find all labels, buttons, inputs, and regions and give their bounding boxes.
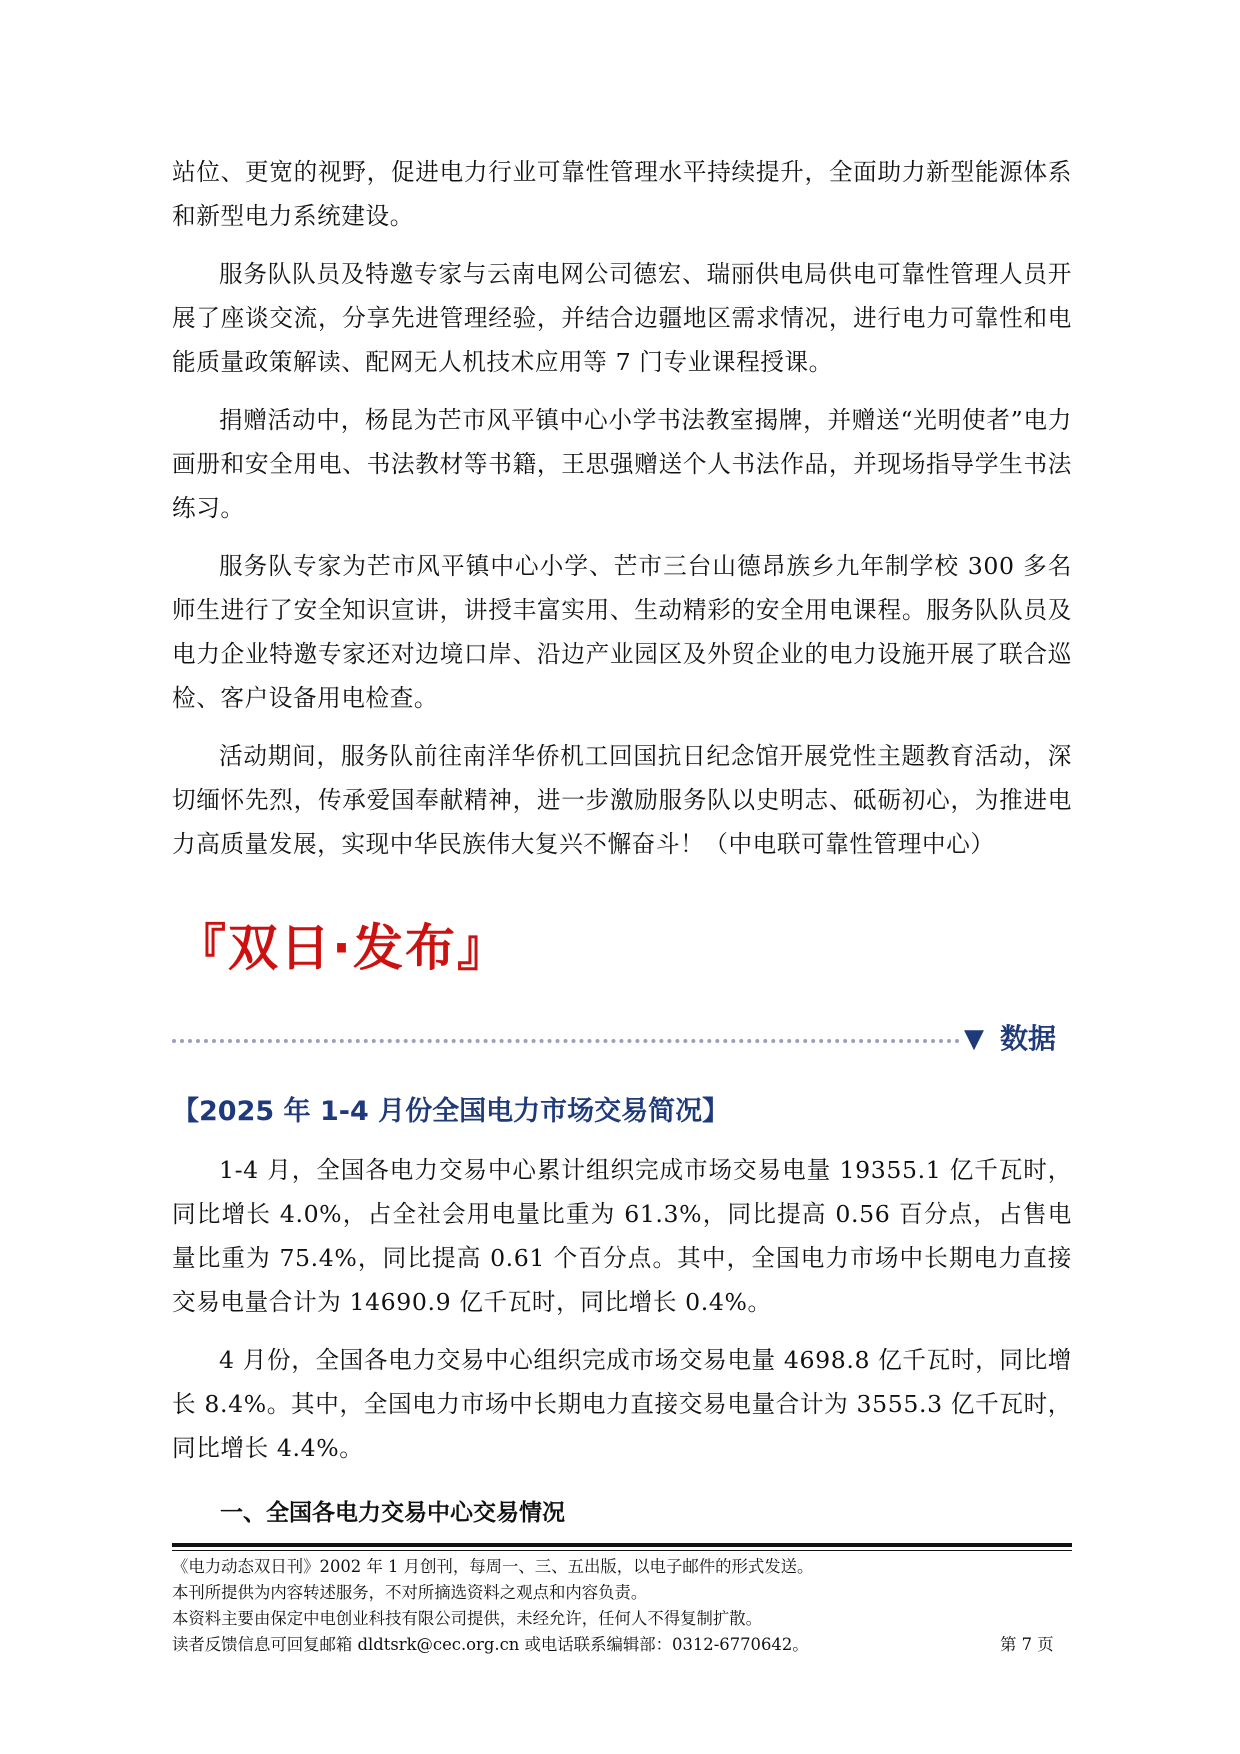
category-divider	[172, 1016, 1072, 1064]
category-label: 数据	[1000, 1022, 1057, 1055]
footer-line: 本资料主要由保定中电创业科技有限公司提供，未经允许，任何人不得复制扩散。	[172, 1609, 763, 1628]
article-continuation	[172, 150, 1072, 880]
footer-rule	[172, 1543, 1072, 1547]
paragraph: 1-4 月，全国各电力交易中心累计组织完成市场交易电量 19355.1 亿千瓦时，同比增长 4.0%，占全社会用电量比重为 61.3%，同比提高 0.56 百分点，占售电量比重为 75.4%，同比提高 0.61 个百分点。其中，全国电力市场中长期电力直接交易电量合计为 14690.9 亿千瓦时，同比增长 0.4%。	[172, 1156, 1072, 1316]
article-subheading: 一、全国各电力交易中心交易情况	[220, 1500, 565, 1526]
article-title: 【2025 年 1-4 月份全国电力市场交易简况】	[172, 1096, 730, 1127]
paragraph: 服务队队员及特邀专家与云南电网公司德宏、瑞丽供电局供电可靠性管理人员开展了座谈交流，分享先进管理经验，并结合边疆地区需求情况，进行电力可靠性和电能质量政策解读、配网无人机技术应用等 7 门专业课程授课。	[172, 260, 1072, 376]
footer-rule	[172, 1550, 1072, 1551]
article-body	[172, 1148, 1072, 1484]
page-number: 第 7 页	[1000, 1635, 1054, 1654]
triangle-down-icon: ▼	[964, 1024, 984, 1054]
section-title: 『双日·发布』	[176, 919, 509, 977]
footer-line: 本刊所提供为内容转述服务，不对所摘选资料之观点和内容负责。	[172, 1583, 648, 1602]
paragraph: 4 月份，全国各电力交易中心组织完成市场交易电量 4698.8 亿千瓦时，同比增长 8.4%。其中，全国电力市场中长期电力直接交易电量合计为 3555.3 亿千瓦时，同比增长 4.4%。	[172, 1346, 1072, 1462]
paragraph: 站位、更宽的视野，促进电力行业可靠性管理水平持续提升，全面助力新型能源体系和新型电力系统建设。	[172, 158, 1072, 230]
footer-line: 《电力动态双日刊》2002 年 1 月创刊，每周一、三、五出版，以电子邮件的形式发送。	[172, 1557, 814, 1576]
footer	[172, 1554, 1072, 1658]
paragraph: 活动期间，服务队前往南洋华侨机工回国抗日纪念馆开展党性主题教育活动，深切缅怀先烈，传承爱国奉献精神，进一步激励服务队以史明志、砥砺初心，为推进电力高质量发展，实现中华民族伟大复兴不懈奋斗！（中电联可靠性管理中心）	[172, 742, 1072, 858]
dotted-divider	[172, 1039, 960, 1043]
paragraph: 捐赠活动中，杨昆为芒市风平镇中心小学书法教室揭牌，并赠送“光明使者”电力画册和安全用电、书法教材等书籍，王思强赠送个人书法作品，并现场指导学生书法练习。	[172, 406, 1072, 522]
footer-line: 读者反馈信息可回复邮箱 dldtsrk@cec.org.cn 或电话联系编辑部：0312-6770642。	[172, 1635, 809, 1654]
paragraph: 服务队专家为芒市风平镇中心小学、芒市三台山德昂族乡九年制学校 300 多名师生进行了安全知识宣讲，讲授丰富实用、生动精彩的安全用电课程。服务队队员及电力企业特邀专家还对边境口岸、沿边产业园区及外贸企业的电力设施开展了联合巡检、客户设备用电检查。	[172, 552, 1072, 712]
